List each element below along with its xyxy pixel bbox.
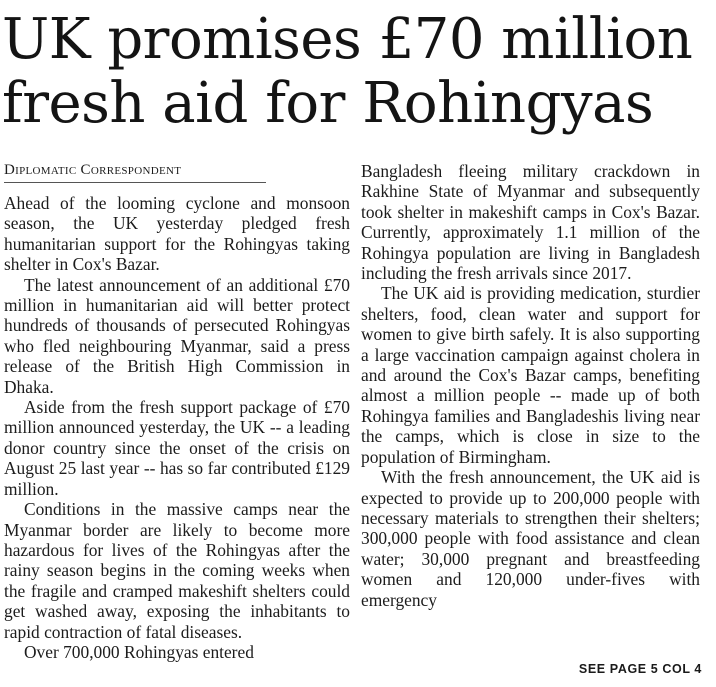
paragraph: Over 700,000 Rohingyas entered bbox=[24, 641, 254, 662]
headline-line-2: fresh aid for Rohingyas bbox=[2, 71, 654, 136]
continuation-jump-line: SEE PAGE 5 COL 4 bbox=[578, 662, 702, 676]
article-column-left bbox=[4, 160, 350, 662]
article-column-right bbox=[361, 161, 700, 610]
paragraph: With the fresh announcement, the UK aid is expected to provide up to 200,000 people with necessary materials to strengthen their shelters; 300,000 people with food assistance and clean water; 30,000 pregnant and breastfeeding women and 120,000 under-fives with emergency bbox=[361, 467, 700, 610]
paragraph: The UK aid is providing medication, sturdier shelters, food, clean water and support for women to give birth safely. It is also supporting a large vaccination campaign against cholera in and around the Cox's Bazar camps, benefiting almost a million people -- made up of both Rohingya families and Bangladeshis living near the camps, which is close in size to the population of Birmingham. bbox=[361, 283, 700, 467]
headline-line-1: UK promises £70 million bbox=[2, 7, 693, 72]
byline: Diplomatic Correspondent bbox=[4, 160, 266, 183]
paragraph: Ahead of the looming cyclone and monsoon season, the UK yesterday pledged fresh humanitarian support for the Rohingyas taking shelter in Cox's Bazar. bbox=[4, 193, 350, 275]
paragraph: Bangladesh fleeing military crackdown in Rakhine State of Myanmar and subsequently took shelter in makeshift camps in Cox's Bazar. Currently, approximately 1.1 million of the Rohingya population are living in Bangladesh including the fresh arrivals since 2017. bbox=[361, 161, 700, 284]
paragraph: The latest announcement of an additional £70 million in humanitarian aid will better protect hundreds of thousands of persecuted Rohingyas who fled neighbouring Myanmar, said a press release of the British High Commission in Dhaka. bbox=[4, 274, 350, 397]
paragraph: Aside from the fresh support package of £70 million announced yesterday, the UK -- a leading donor country since the onset of the crisis on August 25 last year -- has so far contributed £129 million. bbox=[4, 397, 350, 499]
paragraph: Conditions in the massive camps near the Myanmar border are likely to become more hazardous for lives of the Rohingyas after the rainy season begins in the coming weeks when the fragile and cramped makeshift shelters could get washed away, exposing the inhabitants to rapid contraction of fatal diseases. bbox=[4, 499, 350, 642]
headline bbox=[2, 8, 714, 136]
